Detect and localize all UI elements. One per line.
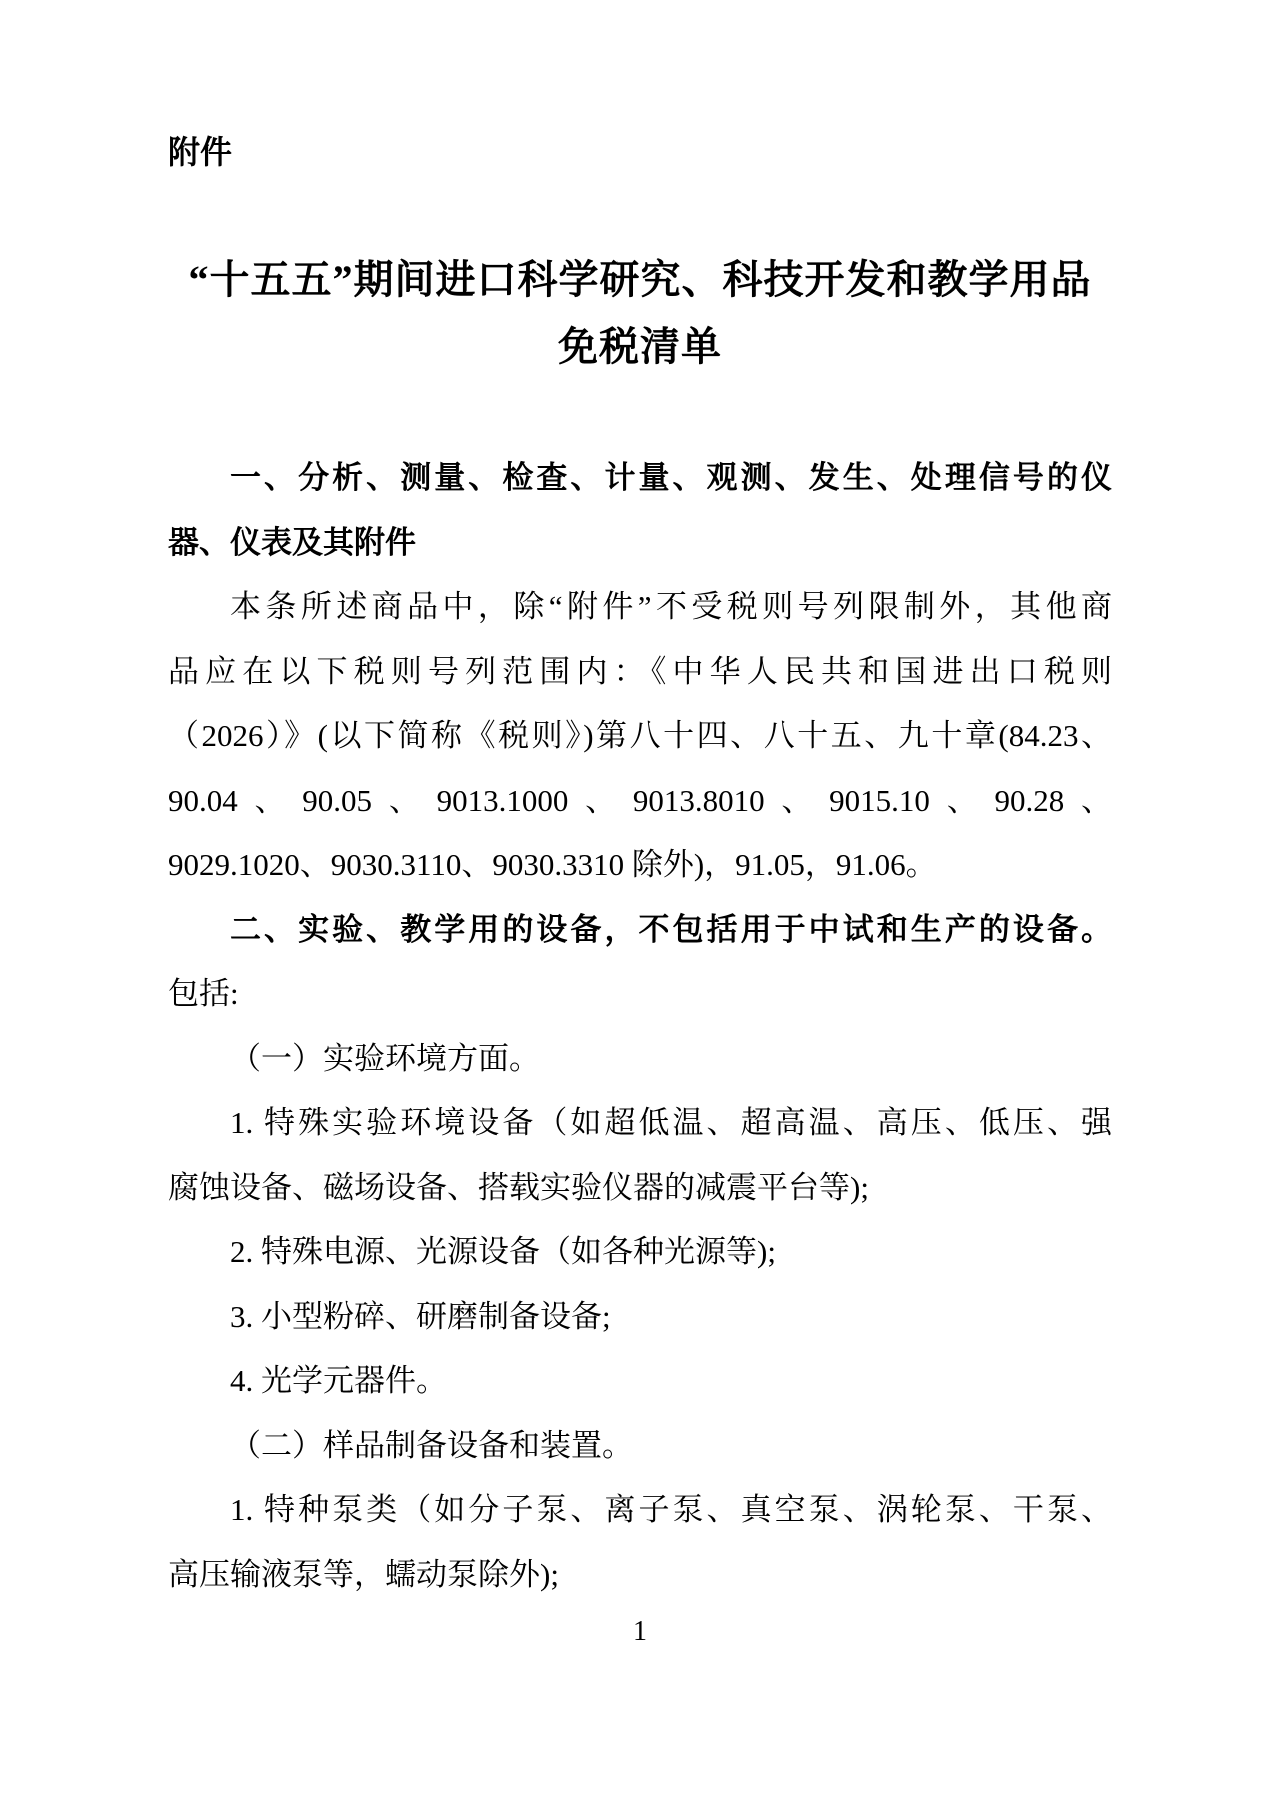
section1-paragraph-line-5: 9029.1020、9030.3110、9030.3310 除外)，91.05，91.06。	[168, 847, 937, 882]
section2-sub2-item1-line-1: 1. 特种泵类（如分子泵、离子泵、真空泵、涡轮泵、干泵、	[230, 1492, 1112, 1527]
document-body	[168, 446, 1112, 1607]
section1-heading-line-1: 一、分析、测量、检查、计量、观测、发生、处理信号的仪	[230, 460, 1112, 495]
section2-heading-line-1: 二、实验、教学用的设备，不包括用于中试和生产的设备。	[230, 911, 1112, 947]
document-title	[0, 246, 1280, 380]
section1-heading-line-2: 器、仪表及其附件	[168, 524, 416, 560]
section1-paragraph-line-1: 本条所述商品中，除“附件”不受税则号列限制外，其他商	[230, 589, 1112, 624]
section1-paragraph-line-3: （2026）》(以下简称《税则》)第八十四、八十五、九十章(84.23、	[168, 718, 1112, 753]
section2-sub2-heading: （二）样品制备设备和装置。	[230, 1427, 633, 1463]
section2-sub1-item1-line-1: 1. 特殊实验环境设备（如超低温、超高温、高压、低压、强	[230, 1105, 1112, 1140]
section2-heading-line-2: 包括:	[168, 976, 239, 1011]
section2-sub1-item3: 3. 小型粉碎、研磨制备设备;	[230, 1298, 611, 1334]
section2-sub1-item2: 2. 特殊电源、光源设备（如各种光源等);	[230, 1234, 776, 1269]
attachment-label: 附件	[168, 134, 233, 170]
section2-sub1-item4: 4. 光学元器件。	[230, 1363, 447, 1398]
section1-paragraph-line-4: 90.04、90.05、9013.1000、9013.8010、9015.10、90.28、	[168, 782, 1112, 818]
section2-sub1-heading: （一）实验环境方面。	[230, 1040, 540, 1076]
section2-sub1-item1-line-2: 腐蚀设备、磁场设备、搭载实验仪器的减震平台等);	[168, 1169, 869, 1205]
section1-paragraph-line-2: 品应在以下税则号列范围内：《中华人民共和国进出口税则	[168, 653, 1112, 689]
document-title-line-1: “十五五”期间进口科学研究、科技开发和教学用品	[188, 257, 1092, 302]
section2-sub2-item1-line-2: 高压输液泵等，蠕动泵除外);	[168, 1556, 559, 1592]
document-title-line-2: 免税清单	[558, 324, 722, 369]
page-number: 1	[633, 1616, 647, 1647]
